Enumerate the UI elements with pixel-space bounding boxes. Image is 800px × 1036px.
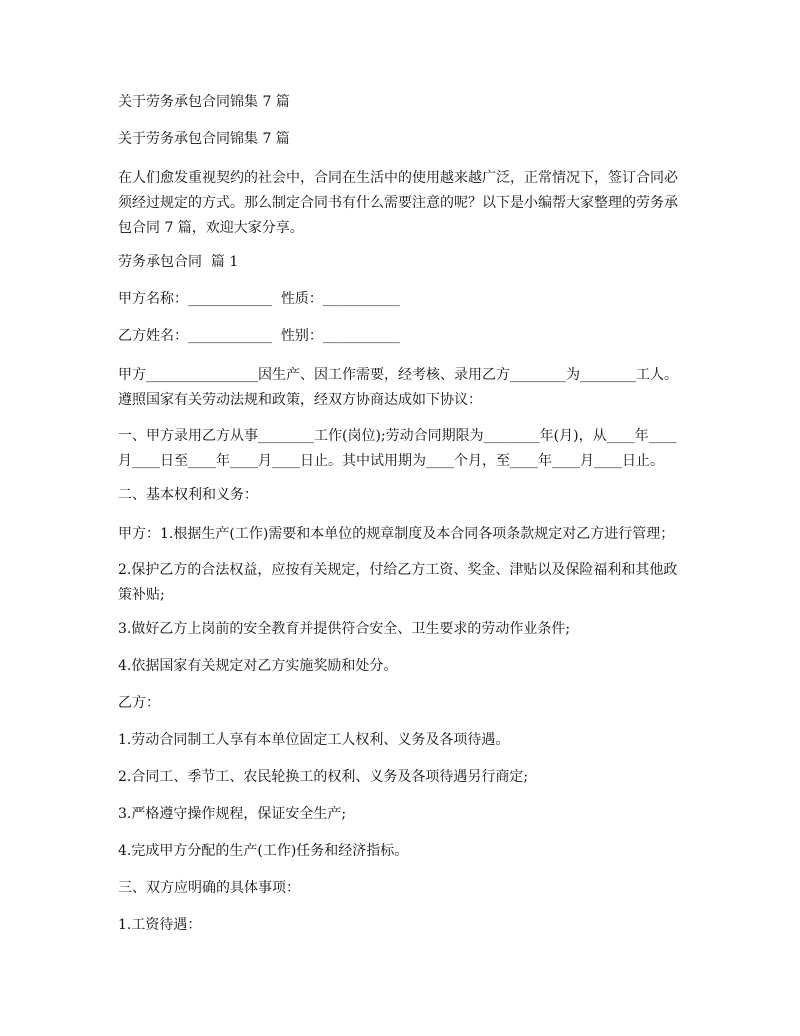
clause-3-title: 三、双方应明确的具体事项：: [118, 880, 300, 896]
preamble-paragraph: 甲方________________因生产、因工作需要，经考核、录用乙方________为________工人。遵照国家有关劳动法规和政策，经双方协商达成如下协议：: [118, 367, 678, 408]
party-b-line: 乙方姓名：____________ 性别：___________: [118, 328, 400, 344]
party-b-item-1: 1.劳动合同制工人享有本单位固定工人权利、义务及各项待遇。: [118, 732, 510, 748]
document-subtitle: 关于劳务承包合同锦集 7 篇: [118, 131, 290, 147]
clause-3-item-1: 1.工资待遇：: [118, 917, 202, 933]
section-heading: 劳务承包合同 篇 1: [118, 254, 239, 270]
party-b-item-4: 4.完成甲方分配的生产(工作)任务和经济指标。: [118, 843, 409, 859]
party-b-item-2: 2.合同工、季节工、农民轮换工的权利、义务及各项待遇另行商定;: [118, 769, 529, 785]
document-title: 关于劳务承包合同锦集 7 篇: [118, 94, 290, 110]
intro-paragraph: 在人们愈发重视契约的社会中，合同在生活中的使用越来越广泛，正常情况下，签订合同必须经过规定的方式。那么制定合同书有什么需要注意的呢？以下是小编帮大家整理的劳务承包合同 7 篇，欢迎大家分享。: [118, 170, 678, 236]
clause-2-title: 二、基本权利和义务：: [118, 487, 258, 503]
party-b-item-3: 3.严格遵守操作规程，保证安全生产;: [118, 806, 347, 822]
party-a-line: 甲方名称：____________ 性质：___________: [118, 291, 400, 307]
clause-1: 一、甲方录用乙方从事________工作(岗位);劳动合同期限为________年(月)，从____年____月____日至____年____月____日止。其中试用期为____个月，至____年____月____日止。: [118, 428, 677, 469]
party-a-item-3: 3.做好乙方上岗前的安全教育并提供符合安全、卫生要求的劳动作业条件;: [118, 621, 571, 637]
party-a-item-1: 甲方：1.根据生产(工作)需要和本单位的规章制度及本合同各项条款规定对乙方进行管理；: [118, 526, 675, 542]
party-a-item-2: 2.保护乙方的合法权益，应按有关规定，付给乙方工资、奖金、津贴以及保险福利和其他政策补贴;: [118, 562, 678, 603]
party-a-item-4: 4.依据国家有关规定对乙方实施奖励和处分。: [118, 658, 398, 674]
party-b-label: 乙方：: [118, 695, 160, 711]
